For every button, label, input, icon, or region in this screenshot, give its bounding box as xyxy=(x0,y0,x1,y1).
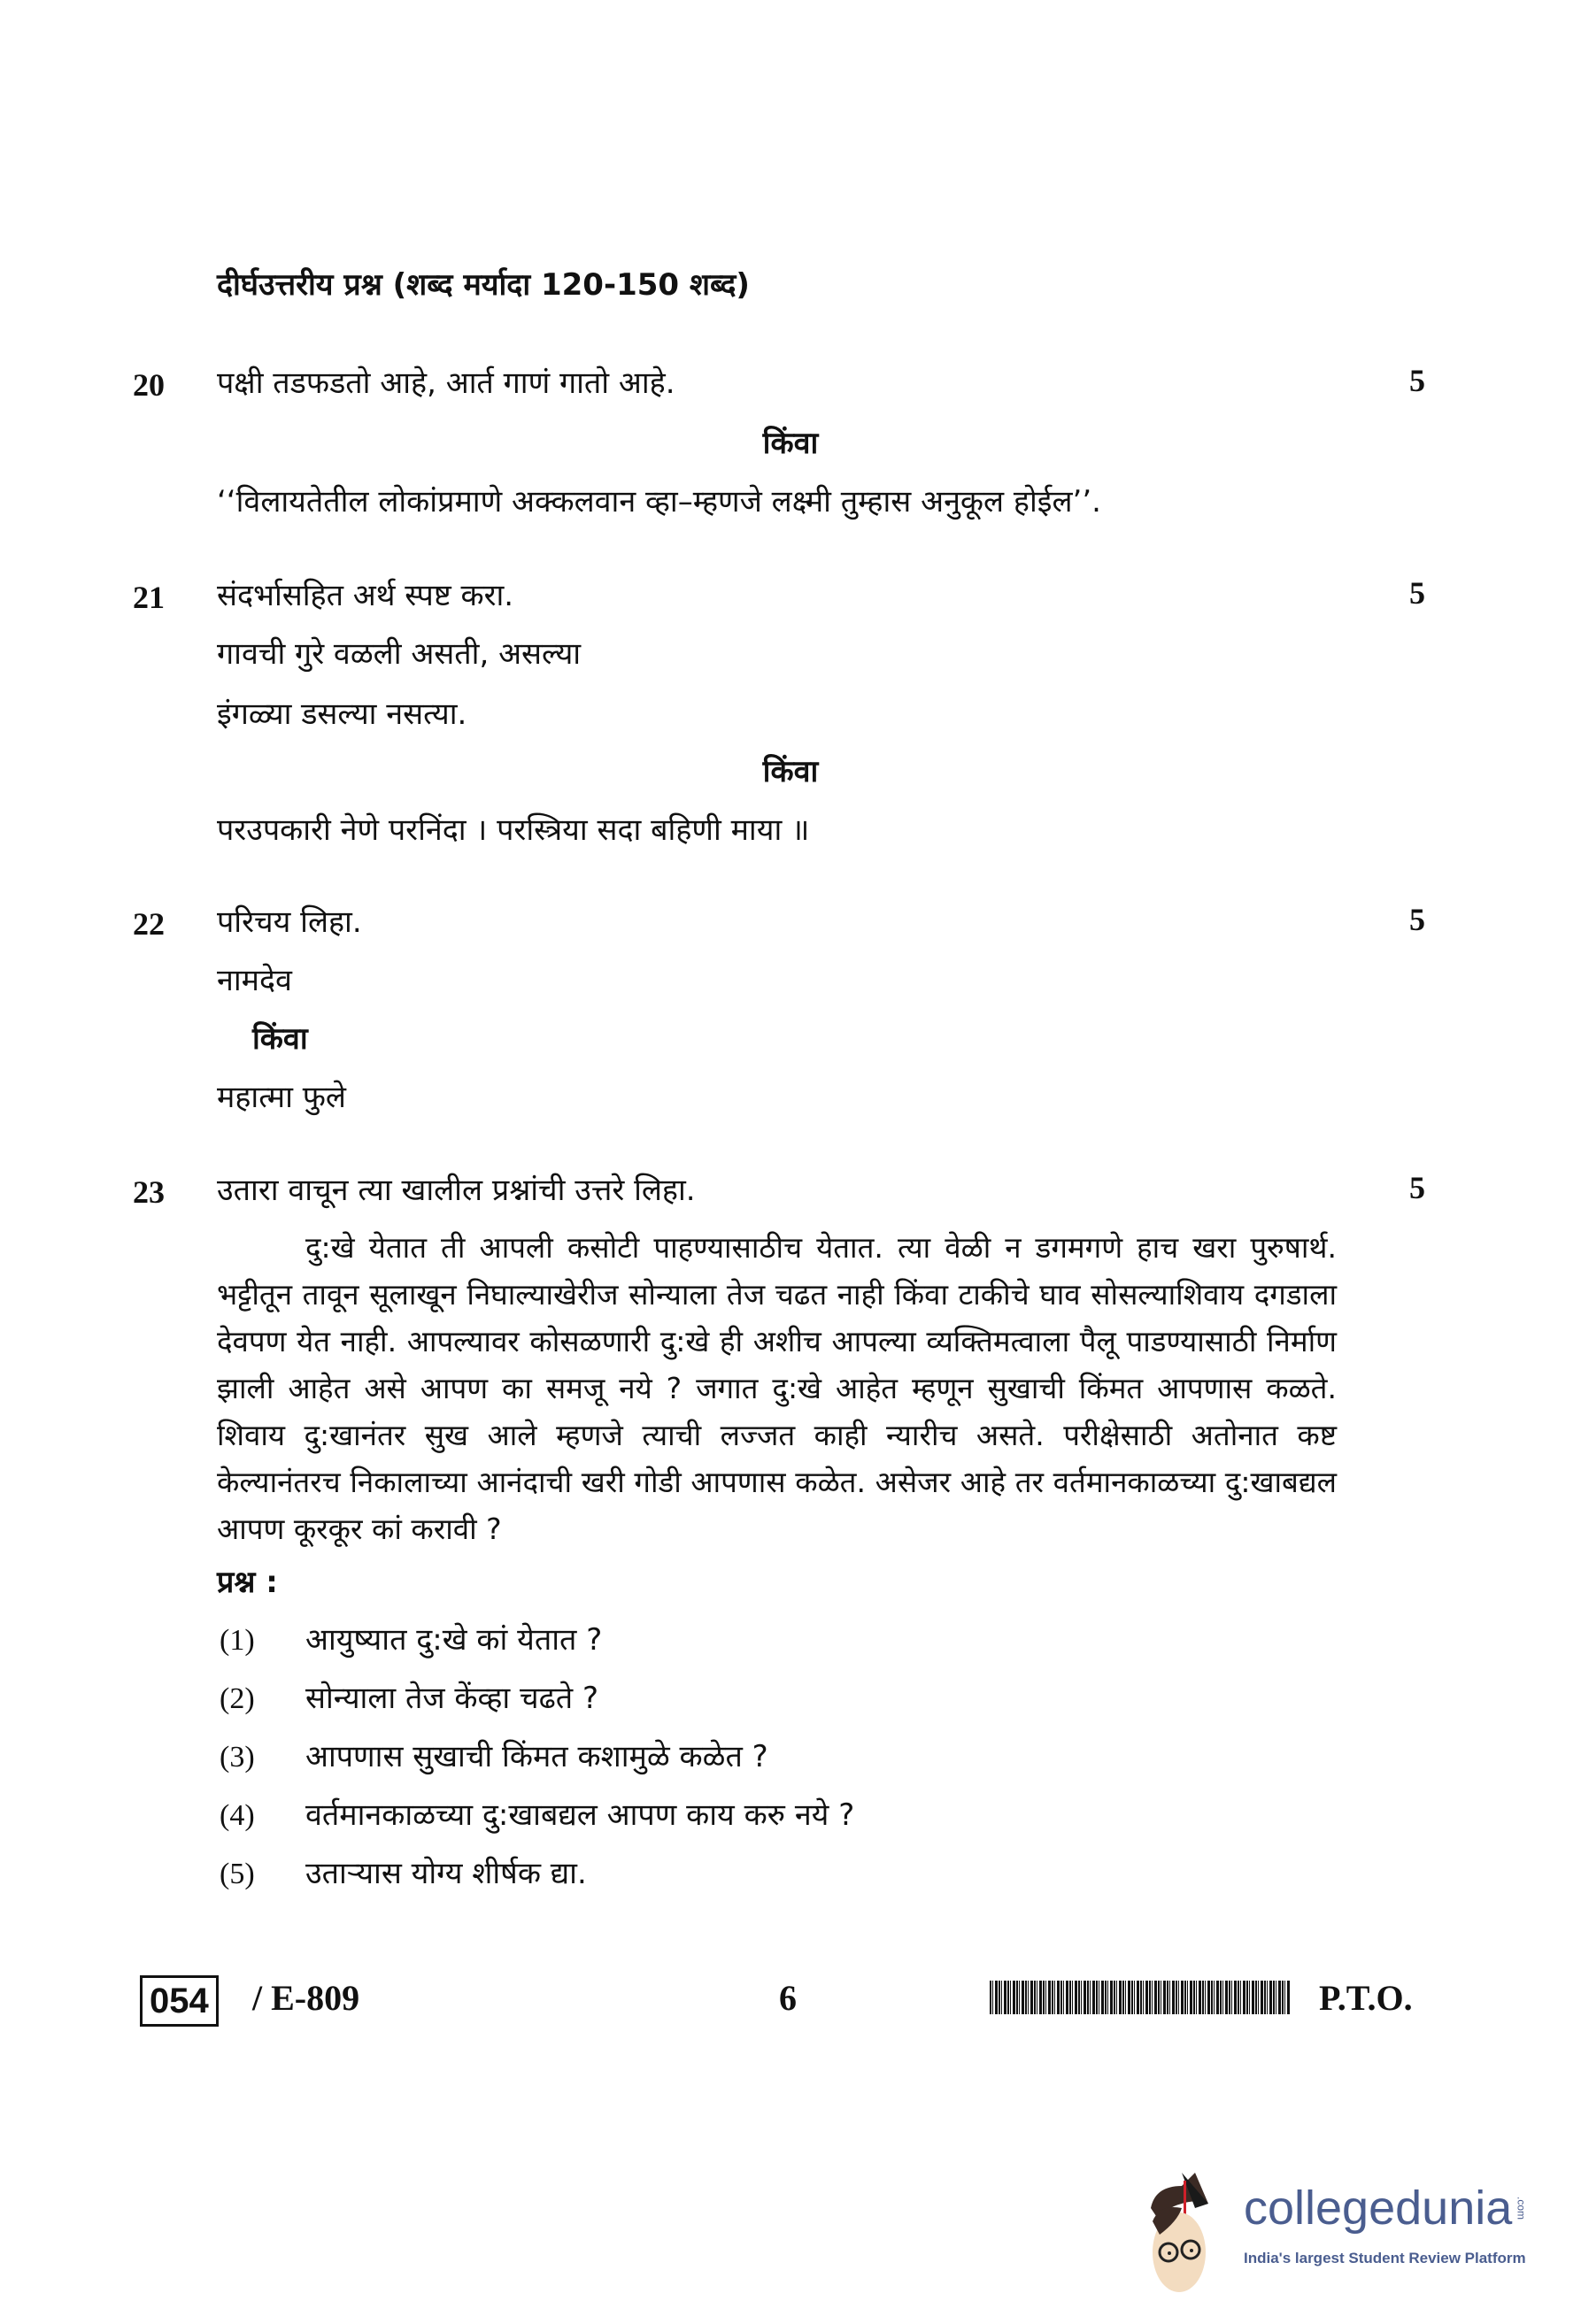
logo-text-block xyxy=(1244,2177,1527,2269)
brand-suffix: .com xyxy=(1515,2196,1528,2220)
question-alt-text: परउपकारी नेणे परनिंदा । परस्त्रिया सदा बहिणी माया ॥ xyxy=(217,812,810,848)
section-heading: दीर्घउत्तरीय प्रश्न (शब्द मर्यादा 120-150 शब्द) xyxy=(217,267,750,303)
sub-question-number: (2) xyxy=(220,1682,255,1715)
sub-question xyxy=(217,1737,1337,1777)
sub-question-number: (4) xyxy=(220,1799,255,1832)
question-marks: 5 xyxy=(1409,902,1425,937)
sub-question-text: सोन्याला तेज केंव्हा चढते ? xyxy=(305,1681,598,1716)
pto-label: P.T.O. xyxy=(1319,1978,1413,2018)
topic-option: नामदेव xyxy=(217,963,292,998)
logo-brand-row xyxy=(1244,2177,1527,2239)
topic-option: महात्मा फुले xyxy=(217,1080,346,1115)
question-23-body xyxy=(217,1224,1337,1894)
brand-tagline: India's largest Student Review Platform xyxy=(1244,2250,1526,2266)
question-text: उतारा वाचून त्या खालील प्रश्नांची उत्तरे लिहा. xyxy=(217,1173,696,1208)
subject-code: 054 xyxy=(140,1975,219,2027)
page-number: 6 xyxy=(779,1978,797,2018)
student-mascot-icon xyxy=(1142,2168,1239,2301)
poem-line: इंगळ्या डसल्या नसत्या. xyxy=(217,696,467,732)
sub-question-text: आयुष्यात दु:खे कां येतात ? xyxy=(305,1622,603,1658)
sub-question xyxy=(217,1620,1337,1660)
sub-question-number: (5) xyxy=(220,1858,255,1890)
question-number: 22 xyxy=(133,906,165,942)
question-marks: 5 xyxy=(1409,363,1425,398)
sub-question-text: वर्तमानकाळच्या दु:खाबद्यल आपण काय करु नये ? xyxy=(305,1797,855,1833)
question-text: परिचय लिहा. xyxy=(217,904,362,940)
barcode xyxy=(990,1981,1291,2014)
question-number: 21 xyxy=(133,580,165,615)
sub-question xyxy=(217,1679,1337,1719)
sub-question xyxy=(217,1796,1337,1835)
brand-name: collegedunia xyxy=(1244,2182,1513,2235)
sub-question-text: उताऱ्यास योग्य शीर्षक द्या. xyxy=(305,1856,587,1891)
question-text: संदर्भासहित अर्थ स्पष्ट करा. xyxy=(217,578,514,613)
question-number: 23 xyxy=(133,1174,165,1210)
or-label: किंवा xyxy=(252,1021,308,1057)
paper-code: / E-809 xyxy=(252,1978,360,2018)
poem-line: गावची गुरे वळली असती, असल्या xyxy=(217,636,582,672)
or-label: किंवा xyxy=(762,754,819,789)
question-number: 20 xyxy=(133,367,165,403)
question-alt-text: ‘‘विलायतेतील लोकांप्रमाणे अक्कलवान व्हा–म्हणजे लक्ष्मी तुम्हास अनुकूल होईल’’. xyxy=(217,484,1101,519)
sub-question-number: (3) xyxy=(220,1741,255,1774)
sub-heading: प्रश्न : xyxy=(217,1565,278,1600)
question-text: पक्षी तडफडतो आहे, आर्त गाणं गातो आहे. xyxy=(217,366,675,401)
sub-question-text: आपणास सुखाची किंमत कशामुळे कळेत ? xyxy=(305,1739,768,1774)
passage: दु:खे येतात ती आपली कसोटी पाहण्यासाठीच येतात. त्या वेळी न डगमगणे हाच खरा पुरुषार्थ. भट्टीतून तावून सूलाखून निघाल्याखेरीज सोन्याला तेज चढत नाही किंवा टाकीचे घाव सोसल्याशिवाय दगडाला देवपण येत नाही. आपल्यावर कोसळणारी दु:खे ही अशीच आपल्या व्यक्तिमत्वाला पैलू पाडण्यासाठी निर्माण झाली आहेत असे आपण का समजू नये ? जगात दु:खे आहेत म्हणून सुखाची किंमत आपणास कळते. शिवाय दु:खानंतर सुख आले म्हणजे त्याची लज्जत काही न्यारीच असते. परीक्षेसाठी अतोनात कष्ट केल्यानंतरच निकालाच्या आनंदाची खरी गोडी आपणास कळेत. असेजर आहे तर वर्तमानकाळच्या दु:खाबद्यल आपण कूरकूर कां करावी ? xyxy=(217,1230,1337,1546)
question-marks: 5 xyxy=(1409,575,1425,611)
sub-question xyxy=(217,1854,1337,1894)
collegedunia-logo xyxy=(1142,2168,1527,2301)
sub-question-number: (1) xyxy=(220,1624,255,1657)
or-label: किंवा xyxy=(762,426,819,461)
question-marks: 5 xyxy=(1409,1170,1425,1205)
